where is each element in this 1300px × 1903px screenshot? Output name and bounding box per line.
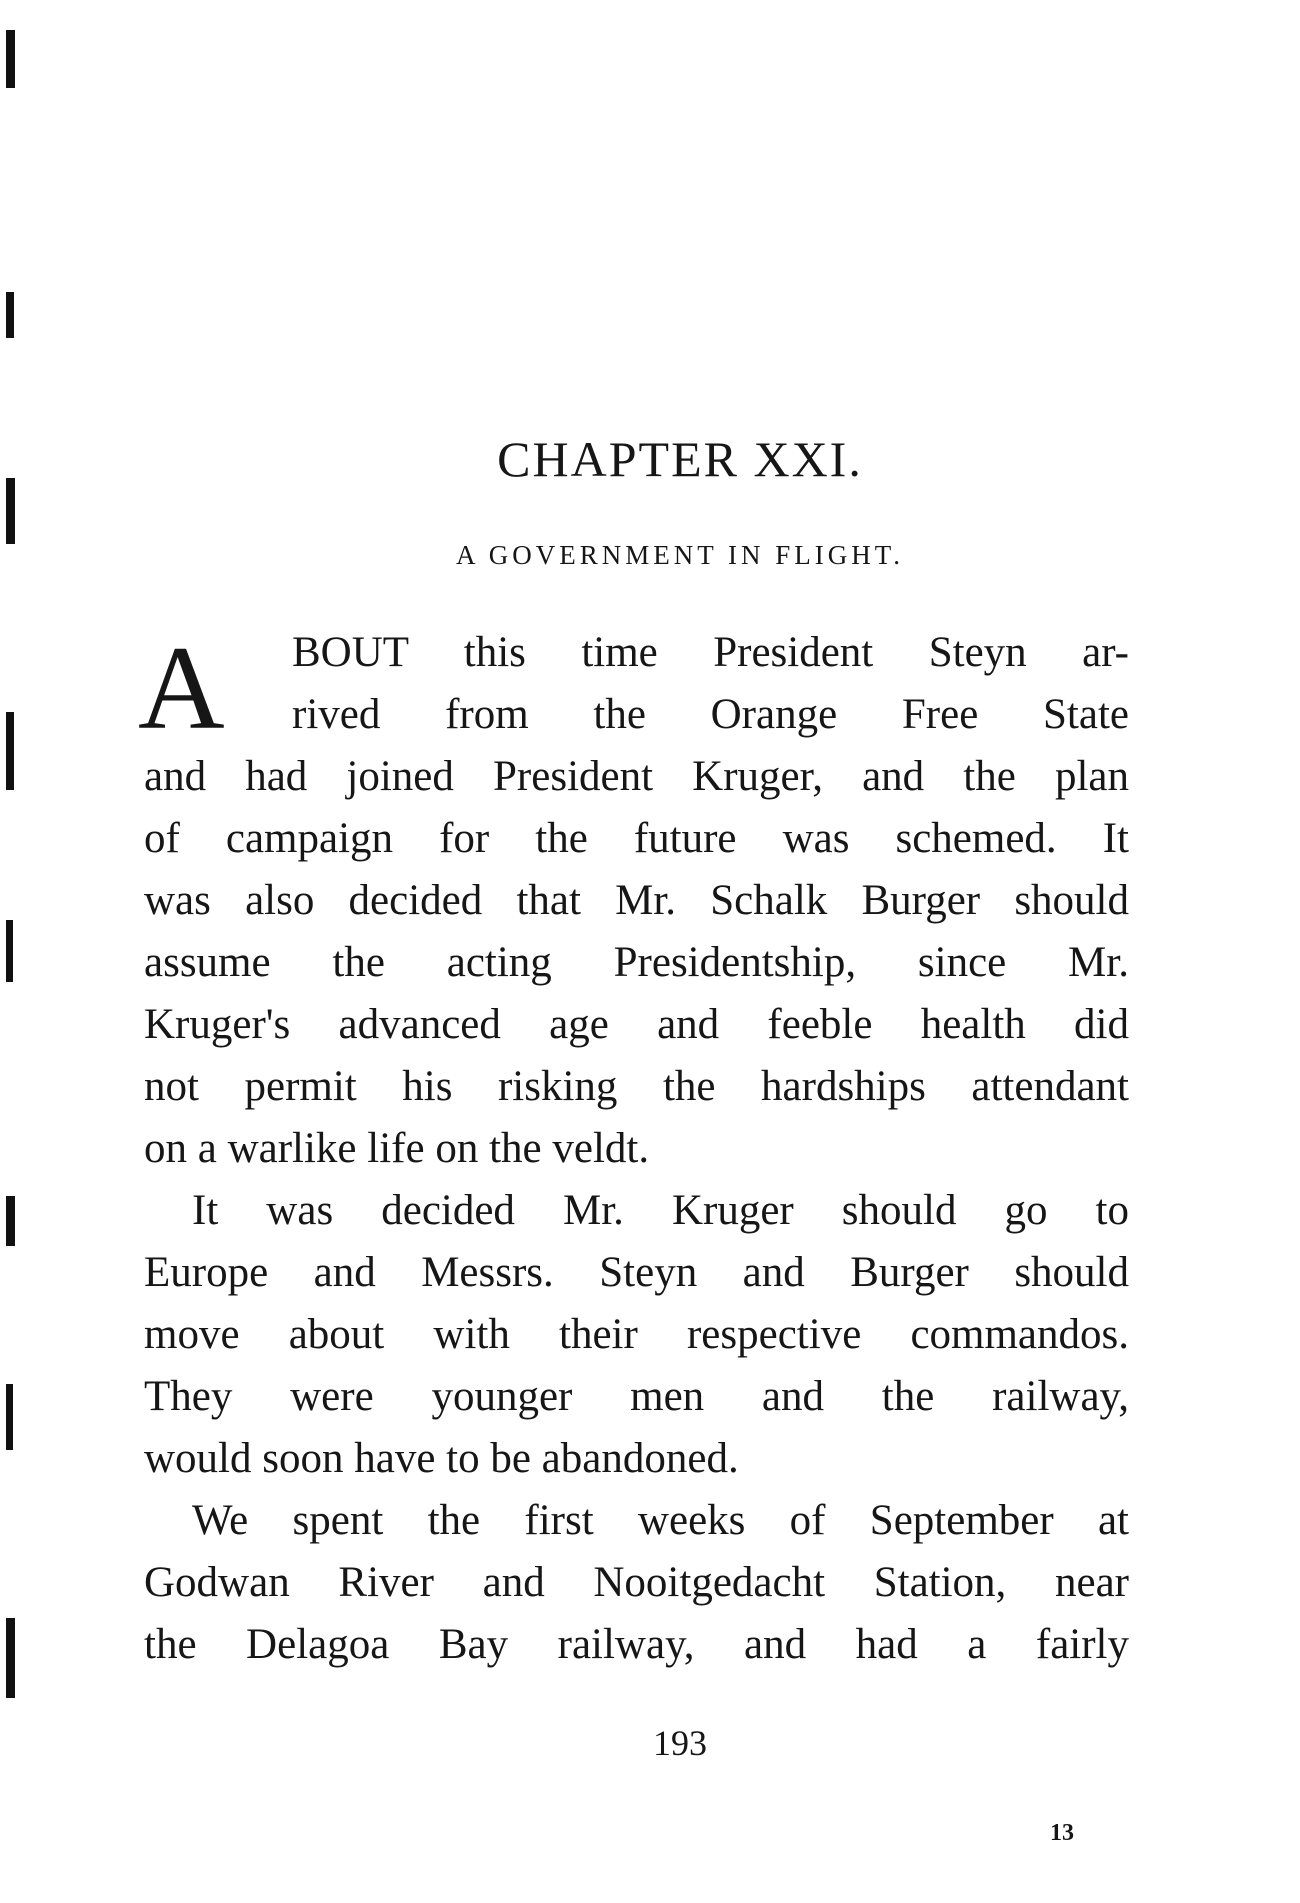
text-line: was also decided that Mr. Schalk Burger should (144, 877, 1129, 924)
text-line: Europe and Messrs. Steyn and Burger should (144, 1249, 1129, 1296)
scan-artifact (6, 920, 13, 982)
text-line: would soon have to be abandoned. (144, 1435, 739, 1482)
text-line: We spent the first weeks of September at (192, 1497, 1129, 1544)
text-line: and had joined President Kruger, and the plan (144, 753, 1129, 800)
scan-artifact (6, 712, 14, 790)
text-line: not permit his risking the hardships attendant (144, 1063, 1129, 1110)
chapter-title: CHAPTER XXI. (497, 431, 863, 487)
text-line: rived from the Orange Free State (292, 691, 1129, 738)
text-line: of campaign for the future was schemed. It (144, 815, 1129, 862)
scan-artifact (6, 1196, 15, 1246)
text-line: BOUT this time President Steyn ar- (292, 629, 1129, 676)
text-line: assume the acting Presidentship, since Mr. (144, 939, 1129, 986)
text-line: the Delagoa Bay railway, and had a fairly (144, 1621, 1129, 1668)
signature-mark: 13 (1050, 1820, 1074, 1846)
text-line: Kruger's advanced age and feeble health did (144, 1001, 1129, 1048)
text-line: It was decided Mr. Kruger should go to (192, 1187, 1129, 1234)
text-line: move about with their respective commandos. (144, 1311, 1129, 1358)
text-line: on a warlike life on the veldt. (144, 1125, 650, 1172)
body-text (138, 621, 1129, 1676)
text-line: They were younger men and the railway, (144, 1373, 1129, 1420)
chapter-subtitle: A GOVERNMENT IN FLIGHT. (456, 540, 904, 570)
scan-artifact (6, 30, 15, 88)
drop-cap: A (138, 621, 225, 754)
scan-artifact (6, 292, 14, 338)
text-line: Godwan River and Nooitgedacht Station, near (144, 1559, 1129, 1606)
page-number: 193 (653, 1723, 707, 1763)
scan-artifact (6, 1384, 13, 1450)
scan-artifact (6, 1618, 15, 1698)
